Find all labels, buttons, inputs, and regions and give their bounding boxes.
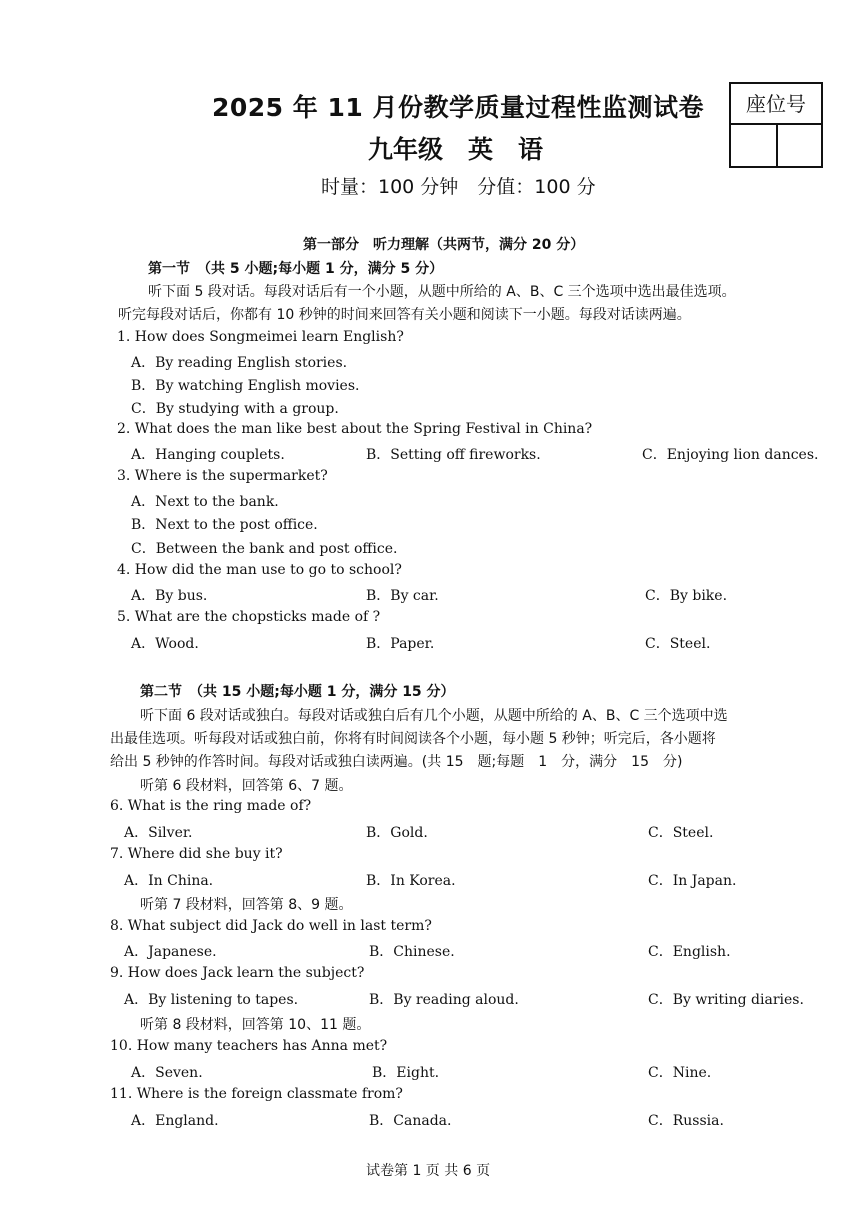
question-5: 5. What are the chopsticks made of ? (117, 609, 381, 625)
question-2-option-c: C．Enjoying lion dances. (642, 447, 819, 463)
question-4-option-a: A．By bus. (131, 588, 208, 604)
seat-box-divider (776, 125, 778, 168)
material-6-note: 听第 6 段材料，回答第 6、7 题。 (140, 778, 353, 794)
exam-title: 2025 年 11 月份教学质量过程性监测试卷 (212, 93, 704, 122)
question-5-option-a: A．Wood. (131, 636, 199, 652)
question-7-option-b: B．In Korea. (366, 873, 456, 889)
question-7-option-c: C．In Japan. (648, 873, 737, 889)
exam-subtitle: 九年级 英 语 (368, 135, 544, 164)
question-3-option-c: C．Between the bank and post office. (131, 541, 398, 557)
section2-instruction-2: 出最佳选项。听每段对话或独白前，你将有时间阅读各个小题，每小题 5 秒钟；听完后，各小题将 (110, 731, 716, 747)
question-10-option-a: A．Seven. (131, 1065, 203, 1081)
question-2: 2. What does the man like best about the Spring Festival in China? (117, 421, 593, 437)
question-11-option-b: B．Canada. (369, 1113, 452, 1129)
part1-heading: 第一部分 听力理解（共两节，满分 20 分） (303, 237, 585, 253)
question-4-option-b: B．By car. (366, 588, 439, 604)
question-8: 8. What subject did Jack do well in last term? (110, 918, 432, 934)
exam-info: 时量：100 分钟 分值：100 分 (321, 176, 596, 198)
seat-number-label: 座位号 (731, 84, 821, 125)
question-7: 7. Where did she buy it? (110, 846, 283, 862)
section1-heading: 第一节 （共 5 小题;每小题 1 分，满分 5 分） (148, 261, 444, 277)
question-11-option-a: A．England. (131, 1113, 219, 1129)
question-10-option-b: B．Eight. (372, 1065, 440, 1081)
question-9-option-b: B．By reading aloud. (369, 992, 519, 1008)
question-10: 10. How many teachers has Anna met? (110, 1038, 388, 1054)
question-3: 3. Where is the supermarket? (117, 468, 328, 484)
section2-instruction-3: 给出 5 秒钟的作答时间。每段对话或独白读两遍。(共 15 题;每题 1 分，满分 15 分) (110, 754, 683, 770)
material-8-note: 听第 8 段材料，回答第 10、11 题。 (140, 1017, 371, 1033)
question-9-option-a: A．By listening to tapes. (124, 992, 299, 1008)
question-3-option-a: A．Next to the bank. (131, 494, 279, 510)
question-1-option-a: A．By reading English stories. (131, 355, 348, 371)
question-1: 1. How does Songmeimei learn English? (117, 329, 404, 345)
question-3-option-b: B．Next to the post office. (131, 517, 318, 533)
question-2-option-b: B．Setting off fireworks. (366, 447, 541, 463)
seat-number-box (729, 82, 823, 168)
question-8-option-c: C．English. (648, 944, 731, 960)
material-7-note: 听第 7 段材料，回答第 8、9 题。 (140, 897, 353, 913)
question-6: 6. What is the ring made of? (110, 798, 312, 814)
question-10-option-c: C．Nine. (648, 1065, 712, 1081)
question-9-option-c: C．By writing diaries. (648, 992, 804, 1008)
section2-instruction-1: 听下面 6 段对话或独白。每段对话或独白后有几个小题，从题中所给的 A、B、C 三个选项中选 (140, 708, 728, 724)
question-4-option-c: C．By bike. (645, 588, 728, 604)
question-7-option-a: A．In China. (124, 873, 214, 889)
question-9: 9. How does Jack learn the subject? (110, 965, 365, 981)
question-5-option-b: B．Paper. (366, 636, 435, 652)
question-6-option-c: C．Steel. (648, 825, 714, 841)
section1-instruction-1: 听下面 5 段对话。每段对话后有一个小题，从题中所给的 A、B、C 三个选项中选出最佳选项。 (148, 284, 736, 300)
section1-instruction-2: 听完每段对话后，你都有 10 秒钟的时间来回答有关小题和阅读下一小题。每段对话读两遍。 (118, 307, 691, 323)
question-6-option-b: B．Gold. (366, 825, 428, 841)
question-8-option-b: B．Chinese. (369, 944, 455, 960)
section2-heading: 第二节 （共 15 小题;每小题 1 分，满分 15 分） (140, 684, 455, 700)
question-5-option-c: C．Steel. (645, 636, 711, 652)
question-2-option-a: A．Hanging couplets. (131, 447, 285, 463)
page-footer: 试卷第 1 页 共 6 页 (366, 1163, 491, 1179)
question-11-option-c: C．Russia. (648, 1113, 724, 1129)
question-1-option-b: B．By watching English movies. (131, 378, 360, 394)
question-8-option-a: A．Japanese. (124, 944, 217, 960)
question-4: 4. How did the man use to go to school? (117, 562, 402, 578)
question-6-option-a: A．Silver. (124, 825, 193, 841)
question-11: 11. Where is the foreign classmate from? (110, 1086, 403, 1102)
question-1-option-c: C．By studying with a group. (131, 401, 339, 417)
